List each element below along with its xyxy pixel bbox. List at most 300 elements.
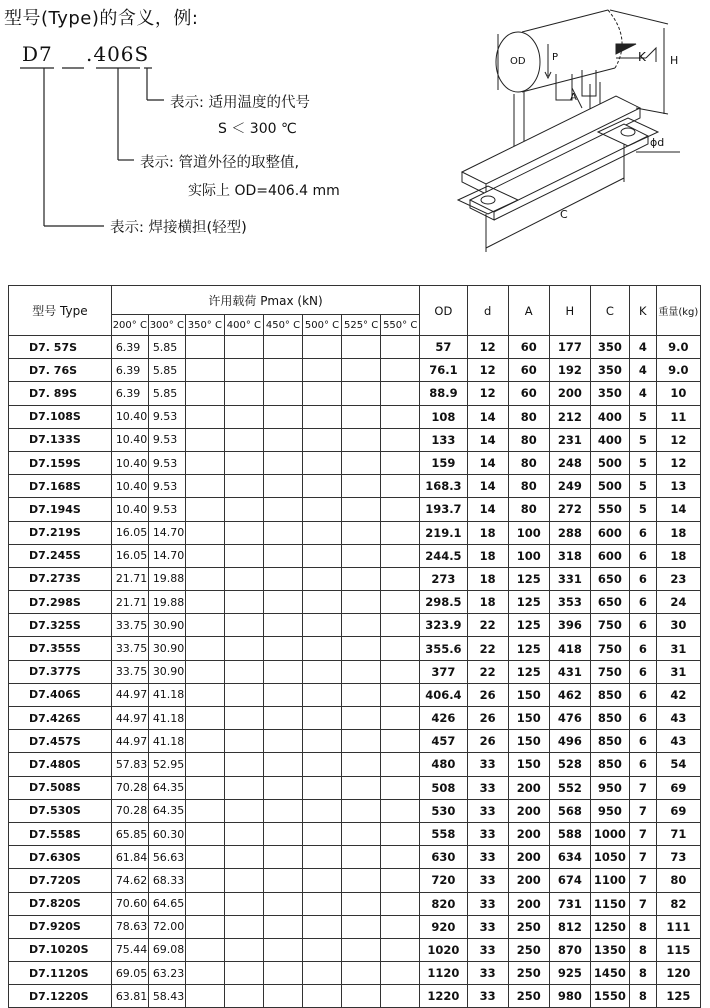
row-h: 418 <box>549 637 590 660</box>
row-load-525 <box>342 776 381 799</box>
row-h: 634 <box>549 846 590 869</box>
ann-od-line2: 实际上 OD=406.4 mm <box>188 183 340 199</box>
row-load-500 <box>303 660 342 683</box>
row-h: 552 <box>549 776 590 799</box>
row-d: 18 <box>467 521 508 544</box>
header-temp-500: 500° C <box>303 315 342 336</box>
label-d: ϕd <box>650 136 665 149</box>
row-load-450 <box>263 544 302 567</box>
row-a: 80 <box>508 405 549 428</box>
row-od: 193.7 <box>420 498 467 521</box>
row-load-400 <box>224 938 263 961</box>
table-row <box>9 660 701 683</box>
row-load-300: 30.90 <box>148 637 185 660</box>
row-load-400 <box>224 637 263 660</box>
row-load-300: 52.95 <box>148 753 185 776</box>
table-row <box>9 892 701 915</box>
row-h: 331 <box>549 567 590 590</box>
row-d: 14 <box>467 498 508 521</box>
row-load-350 <box>185 892 224 915</box>
table-row <box>9 846 701 869</box>
row-load-525 <box>342 359 381 382</box>
row-load-300: 41.18 <box>148 730 185 753</box>
row-k: 6 <box>629 637 656 660</box>
table-row <box>9 567 701 590</box>
row-load-525 <box>342 382 381 405</box>
row-od: 76.1 <box>420 359 467 382</box>
row-load-450 <box>263 892 302 915</box>
row-load-200: 70.60 <box>111 892 148 915</box>
row-load-550 <box>381 591 420 614</box>
row-load-350 <box>185 915 224 938</box>
row-load-500 <box>303 336 342 359</box>
row-load-450 <box>263 938 302 961</box>
row-load-500 <box>303 776 342 799</box>
table-row <box>9 962 701 985</box>
row-load-550 <box>381 683 420 706</box>
row-load-500 <box>303 475 342 498</box>
row-weight: 24 <box>656 591 700 614</box>
table-row <box>9 521 701 544</box>
row-load-500 <box>303 730 342 753</box>
row-weight: 115 <box>656 938 700 961</box>
row-a: 250 <box>508 962 549 985</box>
row-h: 588 <box>549 822 590 845</box>
row-c: 1450 <box>590 962 629 985</box>
row-c: 950 <box>590 799 629 822</box>
row-type: D7.133S <box>9 428 112 451</box>
row-load-350 <box>185 846 224 869</box>
row-d: 18 <box>467 591 508 614</box>
row-d: 26 <box>467 707 508 730</box>
row-d: 33 <box>467 753 508 776</box>
row-load-300: 5.85 <box>148 336 185 359</box>
row-load-525 <box>342 451 381 474</box>
row-load-300: 19.88 <box>148 591 185 614</box>
row-load-350 <box>185 336 224 359</box>
row-k: 8 <box>629 915 656 938</box>
row-type: D7.108S <box>9 405 112 428</box>
row-load-350 <box>185 730 224 753</box>
row-k: 8 <box>629 985 656 1008</box>
row-load-450 <box>263 707 302 730</box>
row-a: 60 <box>508 382 549 405</box>
row-c: 1250 <box>590 915 629 938</box>
row-load-500 <box>303 382 342 405</box>
row-od: 244.5 <box>420 544 467 567</box>
row-load-525 <box>342 938 381 961</box>
row-d: 33 <box>467 776 508 799</box>
row-type: D7.630S <box>9 846 112 869</box>
row-type: D7.325S <box>9 614 112 637</box>
row-load-550 <box>381 498 420 521</box>
row-load-300: 9.53 <box>148 428 185 451</box>
row-od: 133 <box>420 428 467 451</box>
row-c: 750 <box>590 660 629 683</box>
row-load-400 <box>224 382 263 405</box>
row-weight: 73 <box>656 846 700 869</box>
row-load-400 <box>224 753 263 776</box>
header-d: d <box>467 286 508 336</box>
row-a: 80 <box>508 475 549 498</box>
row-type: D7.1220S <box>9 985 112 1008</box>
row-load-525 <box>342 428 381 451</box>
row-od: 219.1 <box>420 521 467 544</box>
header-temp-550: 550° C <box>381 315 420 336</box>
row-load-500 <box>303 822 342 845</box>
table-row <box>9 707 701 730</box>
row-load-300: 41.18 <box>148 683 185 706</box>
row-weight: 43 <box>656 707 700 730</box>
row-load-450 <box>263 451 302 474</box>
row-load-525 <box>342 753 381 776</box>
row-load-500 <box>303 451 342 474</box>
row-load-300: 14.70 <box>148 544 185 567</box>
row-load-350 <box>185 614 224 637</box>
table-row <box>9 544 701 567</box>
row-weight: 71 <box>656 822 700 845</box>
row-load-400 <box>224 591 263 614</box>
row-load-350 <box>185 938 224 961</box>
row-load-350 <box>185 567 224 590</box>
row-c: 850 <box>590 730 629 753</box>
row-d: 12 <box>467 336 508 359</box>
row-a: 250 <box>508 938 549 961</box>
row-od: 720 <box>420 869 467 892</box>
row-load-450 <box>263 730 302 753</box>
row-load-200: 61.84 <box>111 846 148 869</box>
row-load-350 <box>185 707 224 730</box>
row-weight: 42 <box>656 683 700 706</box>
row-load-200: 44.97 <box>111 683 148 706</box>
row-load-400 <box>224 544 263 567</box>
row-load-300: 60.30 <box>148 822 185 845</box>
row-load-400 <box>224 822 263 845</box>
row-load-200: 10.40 <box>111 451 148 474</box>
row-h: 870 <box>549 938 590 961</box>
row-h: 192 <box>549 359 590 382</box>
spec-table-wrap <box>8 285 701 1008</box>
header-type: 型号 Type <box>9 286 112 336</box>
row-a: 80 <box>508 428 549 451</box>
ann-od-line1: 表示: 管道外径的取整值, <box>140 155 300 171</box>
row-load-550 <box>381 962 420 985</box>
row-load-400 <box>224 962 263 985</box>
row-load-550 <box>381 869 420 892</box>
row-load-200: 44.97 <box>111 730 148 753</box>
row-load-350 <box>185 776 224 799</box>
row-a: 150 <box>508 753 549 776</box>
row-load-400 <box>224 892 263 915</box>
row-type: D7.194S <box>9 498 112 521</box>
row-weight: 14 <box>656 498 700 521</box>
row-k: 8 <box>629 962 656 985</box>
row-c: 400 <box>590 405 629 428</box>
table-row <box>9 753 701 776</box>
header-h: H <box>549 286 590 336</box>
row-load-350 <box>185 475 224 498</box>
row-c: 350 <box>590 359 629 382</box>
row-od: 508 <box>420 776 467 799</box>
row-load-450 <box>263 359 302 382</box>
row-type: D7. 57S <box>9 336 112 359</box>
row-k: 7 <box>629 776 656 799</box>
row-od: 108 <box>420 405 467 428</box>
row-od: 1220 <box>420 985 467 1008</box>
row-load-550 <box>381 730 420 753</box>
row-load-200: 70.28 <box>111 776 148 799</box>
row-load-550 <box>381 614 420 637</box>
row-load-350 <box>185 591 224 614</box>
row-load-525 <box>342 405 381 428</box>
row-load-200: 10.40 <box>111 428 148 451</box>
ann-type: 表示: 焊接横担(轻型) <box>110 220 247 236</box>
spec-table <box>8 285 701 1008</box>
row-load-500 <box>303 799 342 822</box>
row-load-200: 63.81 <box>111 985 148 1008</box>
row-od: 355.6 <box>420 637 467 660</box>
row-type: D7. 89S <box>9 382 112 405</box>
row-type: D7. 76S <box>9 359 112 382</box>
table-row <box>9 730 701 753</box>
ann-temp-line1: 表示: 适用温度的代号 <box>170 95 310 111</box>
row-load-500 <box>303 892 342 915</box>
table-row <box>9 799 701 822</box>
code-prefix: D7 <box>22 42 53 66</box>
row-load-525 <box>342 637 381 660</box>
row-a: 100 <box>508 544 549 567</box>
row-load-450 <box>263 776 302 799</box>
row-weight: 12 <box>656 451 700 474</box>
row-weight: 82 <box>656 892 700 915</box>
row-load-450 <box>263 985 302 1008</box>
row-load-300: 30.90 <box>148 660 185 683</box>
row-load-450 <box>263 753 302 776</box>
row-load-200: 44.97 <box>111 707 148 730</box>
row-load-200: 16.05 <box>111 521 148 544</box>
row-load-450 <box>263 637 302 660</box>
row-k: 5 <box>629 451 656 474</box>
spec-table-body <box>9 336 701 1008</box>
row-c: 750 <box>590 637 629 660</box>
row-load-500 <box>303 869 342 892</box>
table-row <box>9 428 701 451</box>
row-c: 350 <box>590 336 629 359</box>
row-a: 250 <box>508 985 549 1008</box>
row-load-400 <box>224 567 263 590</box>
row-load-350 <box>185 822 224 845</box>
row-load-350 <box>185 382 224 405</box>
row-d: 18 <box>467 567 508 590</box>
row-load-550 <box>381 336 420 359</box>
row-od: 558 <box>420 822 467 845</box>
label-a: A <box>570 92 577 103</box>
table-row <box>9 683 701 706</box>
row-d: 14 <box>467 405 508 428</box>
table-row <box>9 451 701 474</box>
row-d: 22 <box>467 637 508 660</box>
row-d: 33 <box>467 892 508 915</box>
table-row <box>9 869 701 892</box>
row-load-300: 9.53 <box>148 451 185 474</box>
row-d: 22 <box>467 660 508 683</box>
row-type: D7.159S <box>9 451 112 474</box>
row-load-500 <box>303 591 342 614</box>
row-od: 273 <box>420 567 467 590</box>
row-load-525 <box>342 521 381 544</box>
row-od: 457 <box>420 730 467 753</box>
table-row <box>9 405 701 428</box>
row-a: 200 <box>508 846 549 869</box>
row-c: 950 <box>590 776 629 799</box>
row-od: 57 <box>420 336 467 359</box>
row-k: 4 <box>629 359 656 382</box>
row-type: D7.1120S <box>9 962 112 985</box>
row-load-500 <box>303 846 342 869</box>
row-load-550 <box>381 799 420 822</box>
row-h: 353 <box>549 591 590 614</box>
header-temp-450: 450° C <box>263 315 302 336</box>
row-a: 60 <box>508 336 549 359</box>
legend-title: 型号(Type)的含义，例: <box>4 8 199 29</box>
row-k: 8 <box>629 938 656 961</box>
row-weight: 69 <box>656 776 700 799</box>
row-k: 5 <box>629 428 656 451</box>
header-od: OD <box>420 286 467 336</box>
header-temp-350: 350° C <box>185 315 224 336</box>
row-load-450 <box>263 336 302 359</box>
row-k: 6 <box>629 591 656 614</box>
row-od: 168.3 <box>420 475 467 498</box>
row-a: 200 <box>508 799 549 822</box>
row-od: 1120 <box>420 962 467 985</box>
row-load-350 <box>185 405 224 428</box>
row-load-550 <box>381 637 420 660</box>
row-load-200: 10.40 <box>111 475 148 498</box>
row-load-525 <box>342 869 381 892</box>
row-load-525 <box>342 336 381 359</box>
row-load-400 <box>224 451 263 474</box>
row-load-550 <box>381 707 420 730</box>
row-a: 200 <box>508 776 549 799</box>
row-load-300: 9.53 <box>148 405 185 428</box>
row-load-400 <box>224 521 263 544</box>
row-load-525 <box>342 846 381 869</box>
row-type: D7.245S <box>9 544 112 567</box>
row-c: 850 <box>590 753 629 776</box>
row-load-200: 10.40 <box>111 498 148 521</box>
row-load-400 <box>224 498 263 521</box>
row-d: 22 <box>467 614 508 637</box>
row-load-500 <box>303 985 342 1008</box>
row-load-400 <box>224 846 263 869</box>
table-row <box>9 475 701 498</box>
row-type: D7.720S <box>9 869 112 892</box>
row-od: 820 <box>420 892 467 915</box>
row-load-450 <box>263 405 302 428</box>
row-load-400 <box>224 660 263 683</box>
row-load-500 <box>303 428 342 451</box>
row-load-200: 69.05 <box>111 962 148 985</box>
row-load-200: 75.44 <box>111 938 148 961</box>
row-c: 500 <box>590 451 629 474</box>
label-p: P <box>552 52 559 63</box>
row-type: D7.377S <box>9 660 112 683</box>
row-load-525 <box>342 707 381 730</box>
row-load-200: 57.83 <box>111 753 148 776</box>
row-load-525 <box>342 591 381 614</box>
row-weight: 10 <box>656 382 700 405</box>
row-k: 7 <box>629 892 656 915</box>
label-od: OD <box>510 56 526 67</box>
row-a: 125 <box>508 637 549 660</box>
row-od: 406.4 <box>420 683 467 706</box>
row-k: 7 <box>629 869 656 892</box>
row-load-350 <box>185 985 224 1008</box>
header-k: K <box>629 286 656 336</box>
row-k: 6 <box>629 730 656 753</box>
row-load-450 <box>263 591 302 614</box>
row-load-450 <box>263 382 302 405</box>
row-k: 7 <box>629 822 656 845</box>
row-load-200: 65.85 <box>111 822 148 845</box>
row-od: 920 <box>420 915 467 938</box>
row-load-350 <box>185 753 224 776</box>
row-load-450 <box>263 475 302 498</box>
row-load-200: 33.75 <box>111 614 148 637</box>
row-weight: 12 <box>656 428 700 451</box>
row-load-525 <box>342 475 381 498</box>
row-d: 33 <box>467 846 508 869</box>
row-load-300: 69.08 <box>148 938 185 961</box>
row-load-350 <box>185 521 224 544</box>
row-load-300: 72.00 <box>148 915 185 938</box>
row-weight: 31 <box>656 660 700 683</box>
row-weight: 31 <box>656 637 700 660</box>
row-k: 6 <box>629 567 656 590</box>
row-load-350 <box>185 799 224 822</box>
row-load-450 <box>263 498 302 521</box>
row-c: 750 <box>590 614 629 637</box>
row-load-500 <box>303 637 342 660</box>
table-row <box>9 591 701 614</box>
row-od: 377 <box>420 660 467 683</box>
header-temp-300: 300° C <box>148 315 185 336</box>
row-weight: 11 <box>656 405 700 428</box>
row-a: 80 <box>508 498 549 521</box>
row-load-525 <box>342 614 381 637</box>
row-h: 812 <box>549 915 590 938</box>
row-load-400 <box>224 428 263 451</box>
row-od: 1020 <box>420 938 467 961</box>
table-row <box>9 822 701 845</box>
row-load-550 <box>381 544 420 567</box>
table-row <box>9 498 701 521</box>
row-h: 674 <box>549 869 590 892</box>
row-load-525 <box>342 567 381 590</box>
row-od: 530 <box>420 799 467 822</box>
row-load-550 <box>381 753 420 776</box>
row-k: 6 <box>629 660 656 683</box>
row-c: 1150 <box>590 892 629 915</box>
row-load-450 <box>263 683 302 706</box>
row-k: 6 <box>629 544 656 567</box>
row-h: 231 <box>549 428 590 451</box>
row-load-400 <box>224 405 263 428</box>
row-type: D7.273S <box>9 567 112 590</box>
row-load-300: 68.33 <box>148 869 185 892</box>
table-row <box>9 637 701 660</box>
